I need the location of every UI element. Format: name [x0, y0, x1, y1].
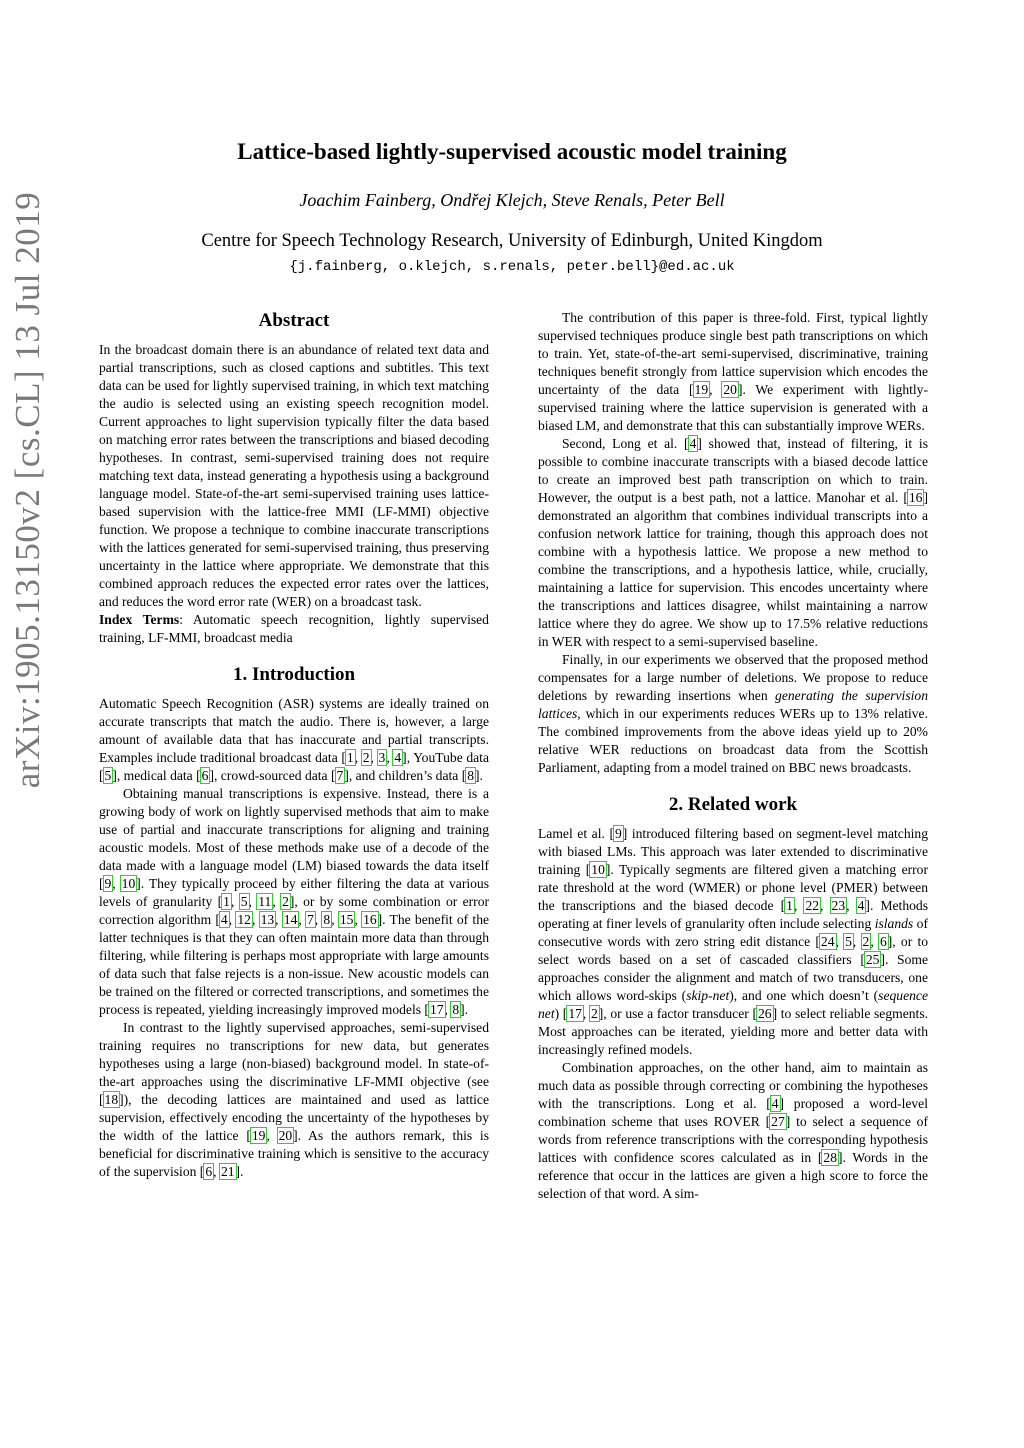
related-paragraph-2: Combination approaches, on the other hand, aim to maintain as much data as possible through correcting or combining the hypotheses with the transcriptions. Long et al. [4] proposed a word-level combination scheme that uses ROVER [27] to select a sequence of words from reference transcriptions with the corresponding hypothesis lattices with confidence scores calculated as in [28]. Words in the reference that occur in the lattices are given a high score to force the selection of that word. A sim-: [538, 1060, 928, 1201]
citation-link[interactable]: 20: [278, 1128, 293, 1143]
citation-link[interactable]: 25: [865, 952, 880, 967]
citation-link[interactable]: 22: [805, 898, 820, 913]
right-column: [538, 309, 928, 1203]
affiliation: Centre for Speech Technology Research, University of Edinburgh, United Kingdom: [201, 231, 823, 251]
citation-link[interactable]: 9: [104, 876, 112, 891]
related-work-heading: 2. Related work: [668, 794, 798, 815]
citation-link[interactable]: 14: [283, 912, 298, 927]
citation-link[interactable]: 4: [220, 912, 228, 927]
citation-link[interactable]: 23: [831, 898, 846, 913]
citation-link[interactable]: 17: [429, 1002, 444, 1017]
arxiv-identifier: arXiv:1905.13150v2 [cs.CL] 13 Jul 2019: [8, 191, 47, 789]
intro-paragraph-2: Obtaining manual transcriptions is expensive. Instead, there is a growing body of work on lightly supervised methods that aim to make use of partial and inaccurate transcriptions for aligning and training acoustic models. Most of these methods make use of a decode of the data made with a language model (LM) biased towards the data itself [9, 10]. They typically proceed by either filtering the data at various levels of granularity [1, 5, 11, 2], or by some combination or error correction algorithm [4, 12, 13, 14, 7, 8, 15, 16]. The benefit of the latter techniques is that they can often maintain more data than through filtering, while filtering is perhaps most appropriate with large amounts of data such that false rejects is a non-issue. New acoustic models can be trained on the filtered or corrected transcriptions, and sometimes the process is repeated, yielding increasingly improved models [17, 8].: [99, 786, 490, 1017]
citation-link[interactable]: 4: [394, 750, 402, 765]
index-terms-label: Index Terms: [99, 612, 180, 627]
intro-paragraph-3: In contrast to the lightly supervised approaches, semi-supervised training requires no transcriptions for new data, but generates hypotheses using a large (non-biased) background model. In state-of-the-art approaches using the discriminative LF-MMI objective (see [18]), the decoding lattices are maintained and used as lattice supervision, effectively encoding the uncertainty of the hypotheses by the width of the lattice [19, 20]. As the authors remark, this is beneficial for discriminative training which is sensitive to the accuracy of the supervision [6, 21].: [99, 1020, 489, 1179]
contribution-paragraph-3: Finally, in our experiments we observed that the proposed method compensates for a large number of deletions. We propose to reduce deletions by rewarding insertions when generating the supervision lattices, which in our experiments reduces WERs up to 13% relative. The combined improvements from the above ideas yield up to 20% relative WER reductions on broadcast data from the Scottish Parliament, adapting from a model trained on BBC news broadcasts.: [538, 652, 928, 775]
contribution-paragraph-2: Second, Long et al. [4] showed that, instead of filtering, it is possible to combine inaccurate transcripts with a biased decode lattice to create an improved best path transcription on which to train. However, the output is a best path, not a lattice. Manohar et al. [16] demonstrated an algorithm that combines individual transcripts into a confusion network lattice for training, though this approach does not combine with a hypothesis lattice. We propose a new method to combine the transcriptions, and a hypothesis lattice, while, crucially, maintaining a lattice for supervision. This encodes uncertainty where the transcriptions and lattices disagree, whilst maintaining a narrow lattice where they do agree. We show up to 17.5% relative reductions in WER with respect to a semi-supervised baseline.: [538, 436, 928, 649]
citation-link[interactable]: 19: [694, 382, 709, 397]
citation-link[interactable]: 5: [104, 768, 112, 783]
citation-link[interactable]: 11: [258, 894, 272, 909]
citation-link[interactable]: 4: [771, 1096, 779, 1111]
citation-link[interactable]: 2: [362, 750, 370, 765]
citation-link[interactable]: 9: [614, 826, 622, 841]
citation-link[interactable]: 28: [823, 1150, 837, 1165]
citation-link[interactable]: 8: [467, 768, 475, 783]
citation-link[interactable]: 7: [336, 768, 344, 783]
contribution-paragraph-1: The contribution of this paper is three-fold. First, typical lightly supervised techniques produce single best path transcriptions on which to train. Yet, state-of-the-art semi-supervised, discriminative, training techniques benefit strongly from lattice supervision which encodes the uncertainty of the data [19, 20]. We experiment with lightly-supervised training where the lattice supervision is generated with a biased LM, and demonstrate that this can substantially improve WERs.: [538, 310, 929, 433]
citation-link[interactable]: 15: [339, 912, 354, 927]
citation-link[interactable]: 17: [568, 1006, 582, 1021]
intro-paragraph-1: Automatic Speech Recognition (ASR) systems are ideally trained on accurate transcripts that match the audio. There is, however, a large amount of available data that has inaccurate and partial transcripts. Examples include traditional broadcast data [1, 2, 3, 4], YouTube data [5], medical data [6], crowd-sourced data [7], and children’s data [8].: [99, 696, 489, 783]
citation-link[interactable]: 16: [363, 912, 377, 927]
citation-link[interactable]: 6: [879, 934, 887, 949]
citation-link[interactable]: 10: [121, 876, 136, 891]
citation-link[interactable]: 5: [845, 934, 852, 949]
citation-link[interactable]: 13: [260, 912, 275, 927]
citation-link[interactable]: 3: [378, 750, 386, 765]
citation-link[interactable]: 20: [723, 382, 737, 397]
introduction-heading: 1. Introduction: [232, 664, 356, 685]
citation-link[interactable]: 1: [346, 750, 354, 765]
paper-title: Lattice-based lightly-supervised acoustic model training: [237, 139, 787, 164]
citation-link[interactable]: 18: [104, 1092, 119, 1107]
citation-link[interactable]: 4: [689, 436, 697, 451]
citation-link[interactable]: 2: [862, 934, 870, 949]
citation-link[interactable]: 27: [771, 1114, 785, 1129]
citation-link[interactable]: 10: [591, 862, 605, 877]
citation-link[interactable]: 12: [237, 912, 251, 927]
citation-link[interactable]: 4: [857, 898, 865, 913]
citation-link[interactable]: 24: [820, 934, 835, 949]
citation-link[interactable]: 2: [282, 894, 289, 909]
abstract-text: In the broadcast domain there is an abundance of related text data and partial transcriptions, such as closed captions and subtitles. This text data can be used for lightly supervised training, in which text matching the audio is selected using an existing speech recognition model. Current approaches to light supervision typically filter the data based on matching error rates between the transcriptions and biased decoding hypotheses. In contrast, semi-supervised training does not require matching text data, instead generating a hypothesis using a background language model. State-of-the-art semi-supervised training uses lattice-based supervision with the lattice-free MMI (LF-MMI) objective function. We propose a technique to combine inaccurate transcriptions with the lattices generated for semi-supervised training, thus preserving uncertainty in the lattice where appropriate. We demonstrate that this combined approach reduces the expected error rates over the lattices, and reduces the word error rate (WER) on a broadcast task.: [99, 342, 489, 609]
citation-link[interactable]: 1: [223, 894, 230, 909]
index-terms: Index Terms: Automatic speech recognition, lightly supervised training, LF-MMI, broadcast media: [99, 612, 489, 645]
authors: Joachim Fainberg, Ondřej Klejch, Steve Renals, Peter Bell: [299, 190, 725, 210]
citation-link[interactable]: 6: [201, 768, 209, 783]
citation-link[interactable]: 8: [452, 1002, 460, 1017]
citation-link[interactable]: 1: [786, 898, 793, 913]
citation-link[interactable]: 16: [908, 490, 923, 505]
email: {j.fainberg, o.klejch, s.renals, peter.bell}@ed.ac.uk: [289, 259, 735, 275]
left-column: [99, 309, 489, 1181]
related-paragraph-1: Lamel et al. [9] introduced filtering based on segment-level matching with biased LMs. This approach was later extended to discriminative training [10]. Typically segments are filtered given a matching error rate threshold at the word (WMER) or phone level (PMER) between the transcriptions and the biased decode [1, 22, 23, 4]. Methods operating at finer levels of granularity often include selecting islands of consecutive words with zero string edit distance [24, 5, 2, 6], or to select words based on a set of cascaded classifiers [25]. Some approaches consider the alignment and match of two transducers, one which allows word-skips (skip-net), and one which doesn’t (sequence net) [17, 2], or use a factor transducer [26] to select reliable segments. Most approaches can be iterated, yielding more and better data with increasingly refined models.: [538, 826, 929, 1057]
citation-link[interactable]: 19: [251, 1128, 266, 1143]
citation-link[interactable]: 21: [220, 1164, 235, 1179]
citation-link[interactable]: 7: [307, 912, 314, 927]
citation-link[interactable]: 6: [205, 1164, 213, 1179]
citation-link[interactable]: 5: [240, 894, 248, 909]
citation-link[interactable]: 8: [323, 912, 331, 927]
citation-link[interactable]: 26: [757, 1006, 772, 1021]
abstract-heading: Abstract: [258, 310, 330, 331]
citation-link[interactable]: 2: [590, 1006, 598, 1021]
